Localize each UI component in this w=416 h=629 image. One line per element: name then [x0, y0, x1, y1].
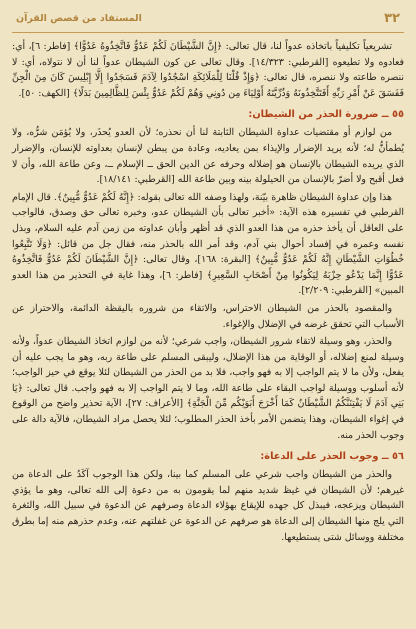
paragraph-preachers: والحذر من الشيطان واجب شرعي على المسلم كما بينا، ولكن هذا الوجوب آكَدُ على الدعاة من غيرهم؛ لأن الشيطان في غيظ شديد منهم لما يقومون به من دعوة إلى الله تعالى، وهو ما يؤذي الشيطان ويزعجه، فيبذل كل جهده للإيقاع بهؤلاء الدعاة وصرفهم عن الدعوة في سبيل الله، والثغرة التي يلج منها الشيطان إلى الدعاة هو صرفهم عن الدعوة عن غفلتهم عنه، وعدم حذرهم منه إما بطرق مختلفة ووسائل شتى يستطيعها.	[12, 469, 404, 543]
section-heading-56: ٥٦ ــ وجوب الحذر على الدعاة:	[260, 451, 404, 463]
paragraph-qurtubi-quote: هذا وإن عداوة الشيطان ظاهرة بيّنة، ولهذا وصفه الله تعالى بقوله: ﴿إِنَّهُ لَكُمْ عَدُوٌّ مُّبِينٌ﴾. قال الإمام القرطبي في تفسيره هذه الآية: «أخبر تعالى بأن الشيطان عدو، وخبره تعالى حق وصدق، فالواجب على العاقل أن يأخذ حذره من هذا العدو الذي قد أظهر وأبان عداوته من زمن آدم عليه السلام، وبذل نفسه وعمره في إفساد أحوال بني آدم، وقد أمر الله بالحذر منه، فقال جل من قائل: ﴿وَلَا تَتَّبِعُوا خُطُوَاتِ الشَّيْطَانِ إِنَّهُ لَكُمْ عَدُوٌّ مُّبِينٌ﴾ [البقرة: ١٦٨]، وقال تعالى: ﴿إِنَّ الشَّيْطَانَ لَكُمْ عَدُوٌّ فَاتَّخِذُوهُ عَدُوًّا إِنَّمَا يَدْعُو حِزْبَهُ لِيَكُونُوا مِنْ أَصْحَابِ السَّعِيرِ﴾ [فاطر: ٦]، وهذا غاية في التحذير من هذا العدو المبين» [القرطبي: ٢/٢٠٩].	[12, 191, 404, 297]
paragraph-meaning-of-caution: والمقصود بالحذر من الشيطان الاحتراس، والاتقاء من شروره باليقظة الدائمة، والاحتراز عن الأسباب التي تحقق غرضه في الإضلال والإغواء.	[12, 302, 404, 330]
paragraph-enemy-requirements: من لوازم أو مقتضيات عداوة الشيطان الثابتة لنا أن نحذره؛ لأن العدو يُحذَر، ولا يُؤمَن شرُّه، ولا يُطمأنُّ له؛ لأنه يريد الإضرار والإيذاء بمن يعاديه، وعادة من يبطن لإنسان بعداوته للإنسان، والإضرار الذي يريده الشيطان بالإنسان هو إضلاله وحرفه عن الدين الحق ــ الإسلام ــ، وعن طاعة الله، وأن لا فعل أقبح ولا أضرّ بالإنسان من الحيلولة بينه وبين طاعة الله [القرطبي: ١٨/١٤١].	[12, 127, 404, 186]
paragraph-caution-obligation: والحذر، وهو وسيلة لاتقاء شرور الشيطان، واجب شرعي؛ لأنه من لوازم اتخاذ الشيطان عدواً، ولأنه وسيلة لمنع إضلاله، أو الوقاية من هذا الإضلال، وليبقى المسلم على طاعة ربه، وهو ما يجب عليه أن يفعل، ولأن ما لا يتم الواجب إلا به فهو واجب، فلا بد من الحذر من الشيطان لئلا يوقع في حيز الواجب؛ لأنه أسلوب ووسيلة لواجب البقاء على طاعة الله، وما لا يتم الواجب إلا به فهو واجب. قال تعالى: ﴿يَا بَنِي آدَمَ لَا يَفْتِنَنَّكُمُ الشَّيْطَانُ كَمَا أَخْرَجَ أَبَوَيْكُم مِّنَ الْجَنَّةِ﴾ [الأعراف: ٢٧]، الآية تحذير واضح من الوقوع في إغواء الشيطان، وهذا يتضمن الأمر بأخذ الحذر المطلوب؛ لئلا يحصل مراد الشيطان، فالآية دالة على وجوب الحذر منه.	[12, 336, 404, 441]
page-number: ٣٢	[384, 10, 400, 26]
running-title: المستفاد من قصص القرآن	[16, 12, 142, 24]
page-header	[12, 8, 404, 33]
paragraph-intro: تشريعياً تكليفياً باتخاذه عدواً لنا، قال تعالى: ﴿إِنَّ الشَّيْطَانَ لَكُمْ عَدُوٌّ فَاتَّخِذُوهُ عَدُوًّا﴾ [فاطر: ٦]، أي: فعادوه ولا تطيعوه [القرطبي: ١٤/٣٢٣]. وقال تعالى عن كون الشيطان عدواً لنا أن لا نتولاه، أي: لا ننصره طاعته ولا ننصره، قال تعالى: ﴿وَإِذْ قُلْنَا لِلْمَلَائِكَةِ اسْجُدُوا لِآدَمَ فَسَجَدُوا إِلَّا إِبْلِيسَ كَانَ مِنَ الْجِنِّ فَفَسَقَ عَنْ أَمْرِ رَبِّهِ أَفَتَتَّخِذُونَهُ وَذُرِّيَّتَهُ أَوْلِيَاءَ مِن دُونِي وَهُمْ لَكُمْ عَدُوٌّ بِئْسَ لِلظَّالِمِينَ بَدَلًا﴾ [الكهف: ٥٠].	[12, 41, 404, 99]
page-body	[12, 33, 404, 545]
section-heading-55: ٥٥ ــ ضرورة الحذر من الشيطان:	[248, 109, 404, 121]
